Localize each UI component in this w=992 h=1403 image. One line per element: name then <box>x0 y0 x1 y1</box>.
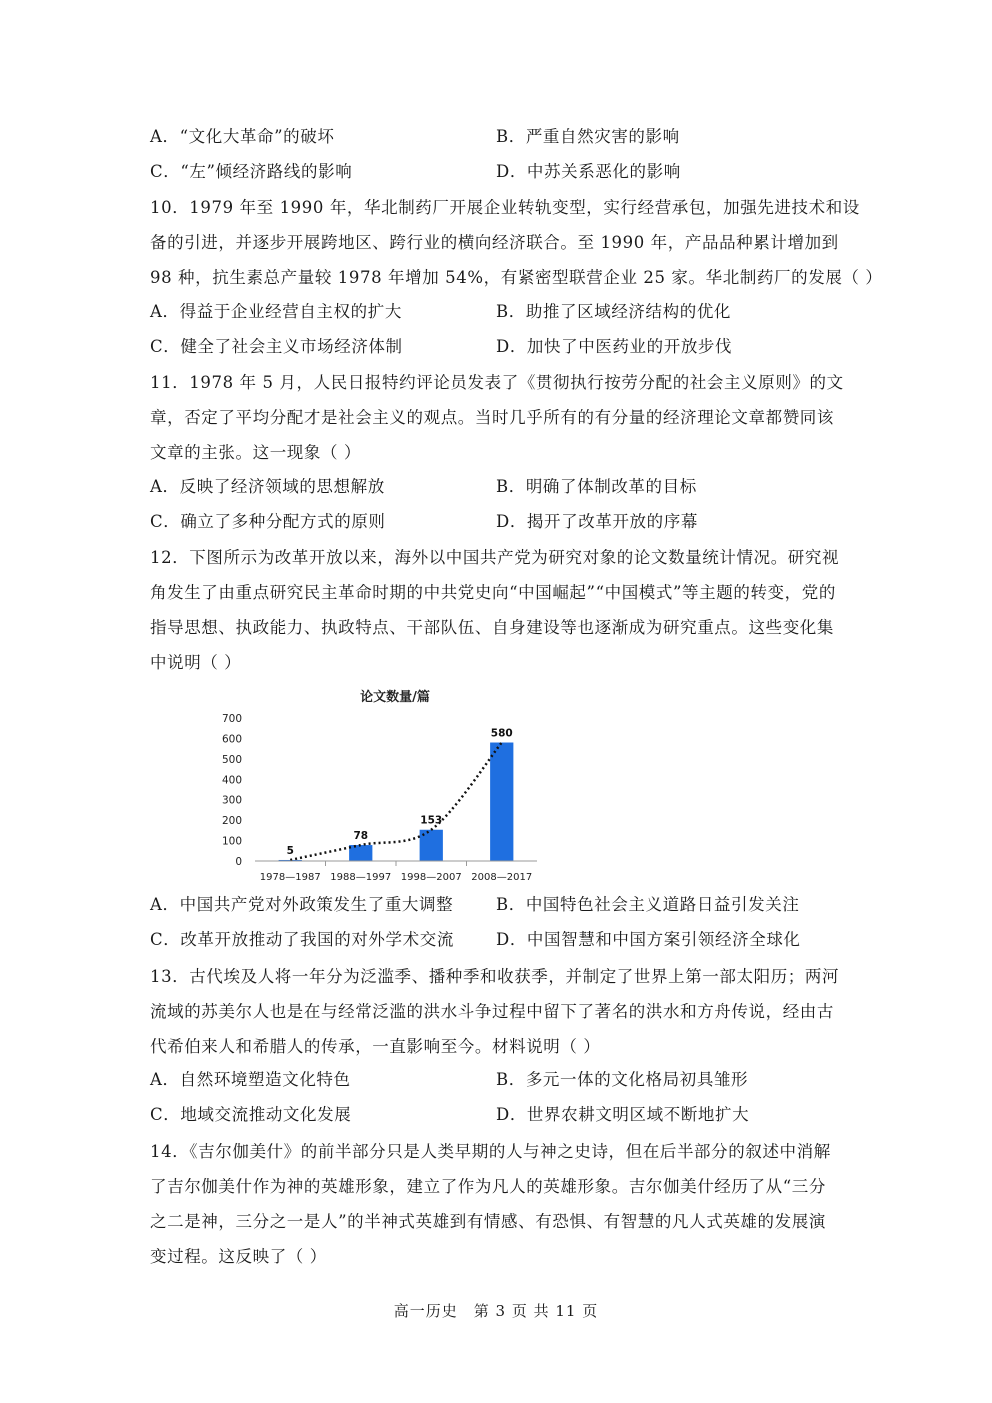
q11-option-a: A．反映了经济领域的思想解放 <box>150 477 385 496</box>
q10-stem <box>150 190 883 295</box>
q14-stem <box>150 1134 844 1274</box>
q14-line-1: 14．《吉尔伽美什》的前半部分只是人类早期的人与神之史诗，但在后半部分的叙述中消解 <box>150 1142 831 1161</box>
q12-line-3: 指导思想、执政能力、执政特点、干部队伍、自身建设等也逐渐成为研究重点。这些变化集 <box>150 618 834 637</box>
x-tick-label: 2008—2017 <box>471 872 533 883</box>
paper-count-chart <box>215 680 545 885</box>
bar <box>349 845 372 861</box>
q12-line-4: 中说明（ ） <box>150 653 242 672</box>
y-tick-label: 500 <box>221 753 242 766</box>
q12-stem <box>150 540 844 680</box>
q10-option-a: A．得益于企业经营自主权的扩大 <box>150 302 402 321</box>
data-label: 5 <box>286 844 294 857</box>
q10-line-2: 备的引进，并逐步开展跨地区、跨行业的横向经济联合。至 1990 年，产品品种累计增加到 <box>150 233 839 252</box>
q13-line-1: 13．古代埃及人将一年分为泛滥季、播种季和收获季，并制定了世界上第一部太阳历；两河 <box>150 967 840 986</box>
data-label: 78 <box>353 830 369 843</box>
bar <box>490 743 513 861</box>
q11-option-d: D．揭开了改革开放的序幕 <box>496 512 698 531</box>
q14-line-4: 变过程。这反映了（ ） <box>150 1247 327 1266</box>
q9-option-a: A．“文化大革命”的破坏 <box>150 127 335 146</box>
q11-line-1: 11．1978 年 5 月，人民日报特约评论员发表了《贯彻执行按劳分配的社会主义原则》的文 <box>150 373 844 392</box>
y-tick-label: 300 <box>221 794 242 807</box>
q10-line-1: 10．1979 年至 1990 年，华北制药厂开展企业转轨变型，实行经营承包，加强先进技术和设 <box>150 198 860 217</box>
y-tick-label: 600 <box>221 733 242 746</box>
y-tick-label: 0 <box>235 856 242 868</box>
trendline <box>290 743 502 860</box>
q10-option-c: C．健全了社会主义市场经济体制 <box>150 337 403 356</box>
q14-line-2: 了吉尔伽美什作为神的英雄形象，建立了作为凡人的英雄形象。吉尔伽美什经历了从“三分 <box>150 1177 826 1196</box>
q13-stem <box>150 959 844 1064</box>
y-tick-label: 100 <box>221 835 242 848</box>
q10-option-d: D．加快了中医药业的开放步伐 <box>496 337 733 356</box>
q12-line-1: 12．下图所示为改革开放以来，海外以中国共产党为研究对象的论文数量统计情况。研究视 <box>150 548 840 567</box>
y-tick-label: 400 <box>221 774 242 787</box>
page-footer: 高一历史 第 3 页 共 11 页 <box>393 1302 599 1320</box>
x-tick-label: 1978—1987 <box>259 872 321 883</box>
q13-option-c: C．地域交流推动文化发展 <box>150 1105 352 1124</box>
q13-option-a: A．自然环境塑造文化特色 <box>150 1070 351 1089</box>
q12-option-d: D．中国智慧和中国方案引领经济全球化 <box>496 930 801 949</box>
q12-option-b: B．中国特色社会主义道路日益引发关注 <box>496 895 800 914</box>
q13-line-3: 代希伯来人和希腊人的传承，一直影响至今。材料说明（ ） <box>150 1037 601 1056</box>
q13-option-d: D．世界农耕文明区域不断地扩大 <box>496 1105 750 1124</box>
q11-line-3: 文章的主张。这一现象（ ） <box>150 443 362 462</box>
q9-option-b: B．严重自然灾害的影响 <box>496 127 680 146</box>
q9-option-d: D．中苏关系恶化的影响 <box>496 162 681 181</box>
chart-title: 论文数量/篇 <box>360 690 430 705</box>
data-label: 153 <box>420 814 443 827</box>
q10-option-b: B．助推了区域经济结构的优化 <box>496 302 732 321</box>
q11-option-b: B．明确了体制改革的目标 <box>496 477 697 496</box>
q11-line-2: 章，否定了平均分配才是社会主义的观点。当时几乎所有的有分量的经济理论文章都赞同该 <box>150 408 834 427</box>
q10-line-3: 98 种，抗生素总产量较 1978 年增加 54%，有紧密型联营企业 25 家。华北制药厂的发展（ ） <box>150 268 883 287</box>
q9-option-c: C．“左”倾经济路线的影响 <box>150 162 353 181</box>
q12-option-a: A．中国共产党对外政策发生了重大调整 <box>150 895 454 914</box>
q13-option-b: B．多元一体的文化格局初具雏形 <box>496 1070 749 1089</box>
y-tick-label: 200 <box>221 815 242 828</box>
q14-line-3: 之二是神，三分之一是人”的半神式英雄到有情感、有恐惧、有智慧的凡人式英雄的发展演 <box>150 1212 826 1231</box>
q12-line-2: 角发生了由重点研究民主革命时期的中共党史向“中国崛起”“中国模式”等主题的转变，党的 <box>150 583 836 602</box>
q13-line-2: 流域的苏美尔人也是在与经常泛滥的洪水斗争过程中留下了著名的洪水和方舟传说，经由古 <box>150 1002 834 1021</box>
y-tick-label: 700 <box>221 713 242 725</box>
data-label: 580 <box>490 727 513 740</box>
x-tick-label: 1998—2007 <box>400 872 462 883</box>
x-tick-label: 1988—1997 <box>330 872 392 883</box>
q12-option-c: C．改革开放推动了我国的对外学术交流 <box>150 930 454 949</box>
q11-option-c: C．确立了多种分配方式的原则 <box>150 512 386 531</box>
q11-stem <box>150 365 844 470</box>
